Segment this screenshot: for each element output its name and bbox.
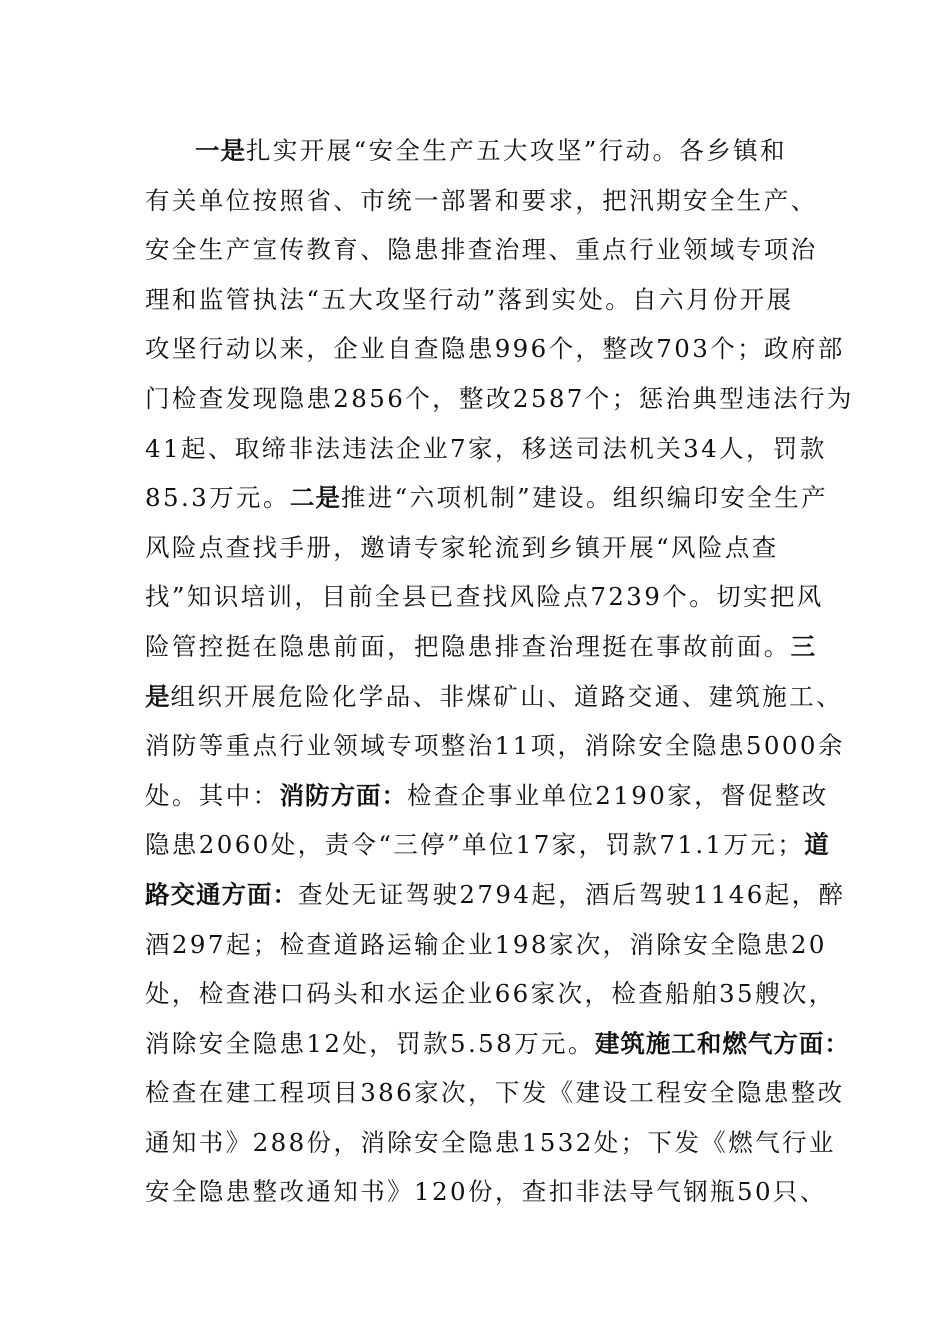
text-segment: 扎实开展“安全生产五大攻坚”行动。各乡镇和	[246, 136, 787, 165]
bold-text: 二是	[289, 483, 341, 513]
text-segment: 推进“六项机制”建设。组织编印安全生产	[340, 483, 829, 513]
text-line	[145, 870, 846, 920]
text-line	[145, 1118, 836, 1168]
bold-text: 一是	[195, 136, 246, 165]
text-segment: 41起、取缔非法违法企业7家，移送司法机关34人，罚款	[145, 433, 827, 463]
text-segment: 消除安全隐患12处，罚款5.58万元。	[145, 1028, 595, 1058]
bold-text: 是	[145, 681, 171, 711]
text-segment: 通知书》288份，消除安全隐患1532处；下发《燃气行业	[145, 1127, 836, 1157]
text-segment: 85.3万元。	[145, 483, 290, 513]
text-line	[145, 920, 825, 970]
text-line	[145, 176, 825, 226]
text-line	[145, 324, 845, 374]
text-line	[145, 424, 825, 474]
text-segment: 安全生产宣传教育、隐患排查治理、重点行业领域专项治	[145, 235, 818, 265]
text-line	[145, 1167, 825, 1217]
bold-text: 消防方面：	[279, 780, 407, 810]
text-segment: 处，检查港口码头和水运企业66家次，检查船舶35艘次，	[145, 979, 836, 1009]
text-line	[145, 1019, 850, 1069]
text-line	[145, 275, 825, 325]
text-segment: 安全隐患整改通知书》120份，查扣非法导气钢瓶50只、	[145, 1177, 827, 1207]
text-line	[145, 572, 825, 622]
text-line	[145, 771, 829, 821]
text-segment: 风险点查找手册，邀请专家轮流到乡镇开展“风险点查	[145, 532, 779, 562]
text-segment: 酒297起；检查道路运输企业198家次，消除安全隐患20	[145, 929, 827, 959]
text-segment: 攻坚行动以来，企业自查隐患996个，整改703个；政府部	[145, 334, 845, 364]
text-segment: 隐患2060处，责令“三停”单位17家，罚款71.1万元；	[145, 830, 805, 860]
text-segment: 组织开展危险化学品、非煤矿山、道路交通、建筑施工、	[170, 681, 843, 711]
text-segment: 消防等重点行业领域专项整治11项，消除安全隐患5000余	[145, 731, 845, 761]
body-text	[145, 126, 854, 1217]
text-line	[145, 969, 836, 1019]
text-segment: 门检查发现隐患2856个，整改2587个；惩治典型违法行为	[145, 383, 854, 413]
text-line	[145, 672, 843, 722]
text-segment: 理和监管执法“五大攻坚行动”落到实处。自六月份开展	[145, 284, 794, 314]
text-line	[145, 820, 830, 870]
text-segment: 处。其中：	[145, 780, 280, 810]
text-line	[145, 225, 825, 275]
text-segment: 检查在建工程项目386家次，下发《建设工程安全隐患整改	[145, 1078, 845, 1108]
text-line	[145, 622, 825, 672]
text-line	[145, 1068, 845, 1118]
text-line	[145, 473, 829, 523]
bold-text: 三	[790, 631, 817, 661]
text-segment: 有关单位按照省、市统一部署和要求，把汛期安全生产、	[145, 185, 818, 215]
text-segment: 检查企事业单位2190家，督促整改	[407, 780, 829, 810]
text-line	[145, 374, 854, 424]
bold-text: 建筑施工和燃气方面：	[594, 1028, 850, 1058]
bold-text: 道	[804, 830, 830, 860]
text-segment: 险管控挺在隐患前面，把隐患排查治理挺在事故前面。	[145, 631, 791, 661]
text-line	[145, 126, 825, 176]
text-segment: 找”知识培训，目前全县已查找风险点7239个。切实把风	[145, 582, 824, 612]
bold-text: 路交通方面：	[145, 879, 298, 909]
text-segment: 查处无证驾驶2794起，酒后驾驶1146起，醉	[298, 879, 846, 909]
text-line	[145, 523, 825, 573]
text-line	[145, 721, 845, 771]
